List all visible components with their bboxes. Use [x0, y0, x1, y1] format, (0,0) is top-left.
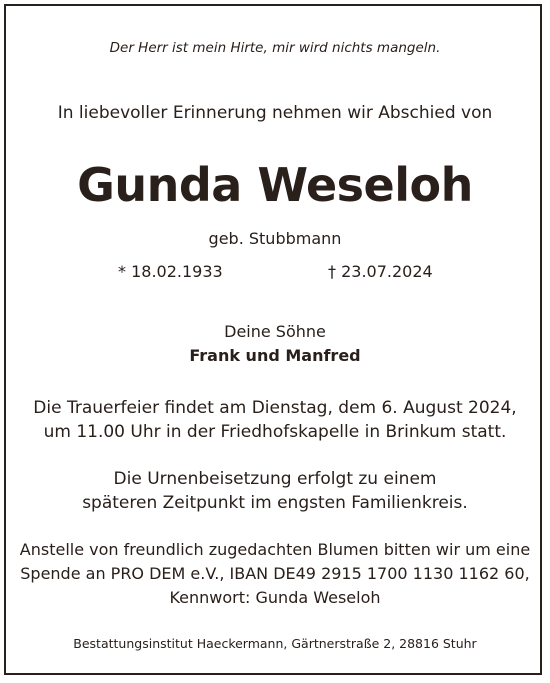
deceased-name: Gunda Weseloh [77, 158, 473, 212]
mourners-title: Deine Söhne [224, 322, 326, 341]
service-line: um 11.00 Uhr in der Friedhofskapelle in Brinkum statt. [43, 422, 507, 442]
donation-line: Kennwort: Gunda Weseloh [169, 588, 381, 607]
urn-burial-line: späteren Zeitpunkt im engsten Familienkreis. [82, 493, 468, 513]
intro-text: In liebevoller Erinnerung nehmen wir Abschied von [57, 103, 493, 123]
donation-line: Spende an PRO DEM e.V., IBAN DE49 2915 1700 1130 1162 60, [20, 564, 530, 583]
maiden-name: geb. Stubbmann [208, 229, 342, 248]
urn-burial-line: Die Urnenbeisetzung erfolgt zu einem [113, 469, 437, 489]
funeral-home-footer: Bestattungsinstitut Haeckermann, Gärtnerstraße 2, 28816 Stuhr [73, 636, 477, 651]
motto-verse: Der Herr ist mein Hirte, mir wird nichts mangeln. [109, 40, 441, 56]
donation-line: Anstelle von freundlich zugedachten Blumen bitten wir um eine [19, 540, 531, 559]
service-line: Die Trauerfeier findet am Dienstag, dem 6. August 2024, [33, 398, 517, 418]
birth-date: * 18.02.1933 [118, 262, 223, 281]
death-date: † 23.07.2024 [328, 262, 433, 281]
mourners-names: Frank und Manfred [189, 346, 361, 365]
